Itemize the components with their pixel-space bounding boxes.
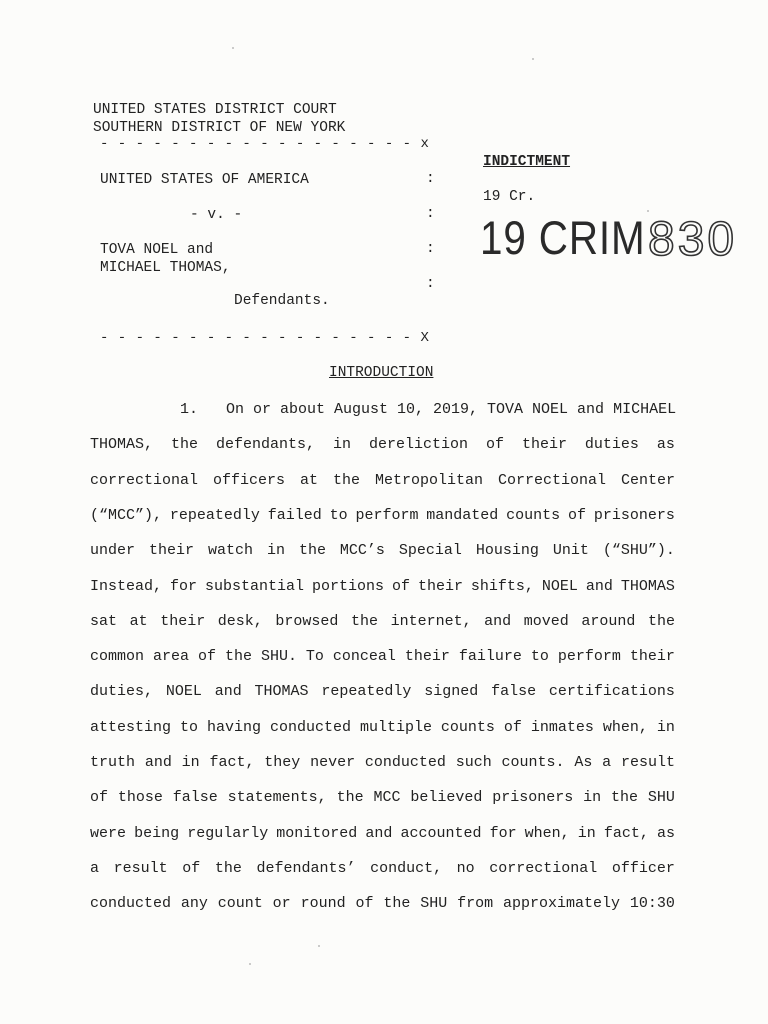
paragraph-word: Metropolitan (374, 471, 483, 489)
paragraph-word: false (491, 683, 537, 701)
paragraph-word: truth (90, 754, 136, 771)
paragraph-word: and (365, 824, 393, 842)
paragraph-word: THOMAS (254, 683, 309, 701)
paragraph-word: around (581, 612, 636, 630)
paragraph-word: 10:30 (629, 895, 675, 913)
paragraph-word: counts (506, 506, 561, 524)
paragraph-word: SHU (647, 789, 675, 807)
plaintiff-name: UNITED STATES OF AMERICA (100, 172, 309, 188)
paragraph-word: moved (523, 612, 569, 630)
paragraph-word: in (332, 436, 351, 454)
paragraph-word: failed (267, 506, 322, 524)
court-name-line2: SOUTHERN DISTRICT OF NEW YORK (93, 120, 346, 136)
paragraph-word: and (585, 577, 613, 595)
case-number-stamp-digits: 830 (648, 213, 738, 266)
paragraph-word: SHU. (260, 648, 297, 666)
paragraph-word: Special (398, 542, 462, 560)
paragraph-word: for (489, 824, 517, 842)
paragraph-word: of (568, 506, 587, 524)
paragraph-word: Housing (475, 542, 539, 560)
paragraph-word: for (169, 577, 197, 595)
paragraph-word: counts. (501, 754, 565, 771)
paragraph-word: conducted (364, 754, 446, 771)
caption-colon: : (426, 206, 435, 222)
paragraph-word: conducted (90, 895, 172, 913)
paragraph-line (90, 498, 675, 533)
paragraph-word: the (647, 612, 675, 630)
paragraph-word: in (266, 542, 285, 560)
paragraph-word: a (90, 859, 100, 877)
paragraph-line (90, 604, 675, 639)
paragraph-word: of (182, 859, 201, 877)
caption-colon: : (426, 276, 435, 292)
versus-line: - v. - (190, 207, 243, 223)
paragraph-number: 1. (180, 401, 199, 418)
defendant-name-1: TOVA NOEL and (100, 242, 214, 258)
paragraph-word: fact, (209, 754, 255, 771)
caption-bottom-dashes: - - - - - - - - - - - - - - - - - - X (100, 330, 430, 346)
paragraph-word: conducted (269, 718, 351, 736)
scan-speck (249, 963, 251, 965)
paragraph-word: To (305, 648, 324, 666)
paragraph-line (90, 710, 675, 745)
defendant-name-2: MICHAEL THOMAS, (100, 260, 231, 276)
paragraph-word: common (90, 648, 145, 666)
paragraph-word: such (455, 754, 492, 771)
paragraph-word: THOMAS (620, 577, 675, 595)
paragraph-word: (“MCC”), (90, 506, 163, 524)
paragraph-word: defendants, (215, 436, 315, 454)
paragraph-word: as (656, 436, 675, 454)
paragraph-word: the (383, 895, 411, 913)
paragraph-word: THOMAS, (90, 436, 154, 454)
paragraph-word: the (224, 648, 252, 666)
paragraph-line (90, 816, 675, 851)
paragraph-line (90, 851, 675, 886)
paragraph-word: as (656, 824, 675, 842)
paragraph-word: correctional (90, 471, 199, 489)
paragraph-word: NOEL (165, 683, 202, 701)
paragraph-word: Instead, (90, 577, 163, 595)
paragraph-word: any (180, 895, 208, 913)
paragraph-word: were (90, 824, 127, 842)
paragraph-word: perform (355, 506, 419, 524)
paragraph-word: or (272, 895, 291, 913)
paragraph-word: a (602, 754, 612, 771)
caption-colon: : (426, 241, 435, 257)
paragraph-line (90, 533, 675, 568)
paragraph-word: of (90, 789, 109, 807)
paragraph-word: correctional (489, 859, 598, 877)
paragraph-word: when, (524, 824, 570, 842)
paragraph-first-line: On or about August 10, 2019, TOVA NOEL and MICHAEL (226, 401, 677, 418)
paragraph-word: from (457, 895, 494, 913)
paragraph-word: of (503, 718, 522, 736)
paragraph-word: in (181, 754, 200, 771)
scan-speck (318, 945, 320, 947)
paragraph-word: they (264, 754, 301, 771)
paragraph-word: Unit (552, 542, 589, 560)
paragraph-word: prisoners (492, 789, 574, 807)
paragraph-word: and (214, 683, 242, 701)
paragraph-word: in (583, 789, 602, 807)
paragraph-word: statements, (227, 789, 327, 807)
paragraph-line (90, 780, 675, 815)
paragraph-line (90, 745, 675, 780)
defendants-label: Defendants. (234, 293, 330, 309)
paragraph-word: their (417, 577, 463, 595)
paragraph-word: repeatedly (169, 506, 260, 524)
paragraph-word: area (152, 648, 189, 666)
paragraph-word: those (117, 789, 163, 807)
paragraph-word: their (148, 542, 194, 560)
paragraph-word: in (656, 718, 675, 736)
paragraph-word: at (129, 612, 148, 630)
paragraph-word: result (113, 859, 168, 877)
paragraph-word: and (484, 612, 512, 630)
paragraph-word: of (485, 436, 504, 454)
paragraph-line (90, 639, 675, 674)
caption-colon: : (426, 171, 435, 187)
criminal-docket-label: 19 Cr. (483, 189, 536, 205)
paragraph-word: internet, (390, 612, 472, 630)
paragraph-word: accounted (400, 824, 482, 842)
paragraph-word: to (530, 648, 549, 666)
paragraph-word: under (90, 542, 136, 560)
paragraph-word: the (170, 436, 198, 454)
paragraph-word: result (620, 754, 675, 771)
paragraph-line (90, 463, 675, 498)
paragraph-word: their (629, 648, 675, 666)
paragraph-word: shifts, (470, 577, 534, 595)
paragraph-word: officer (611, 859, 675, 877)
paragraph-word: portions (311, 577, 384, 595)
paragraph-word: and (144, 754, 172, 771)
paragraph-word: (“SHU”). (602, 542, 675, 560)
paragraph-word: the (214, 859, 242, 877)
paragraph-word: watch (207, 542, 253, 560)
section-heading-introduction: INTRODUCTION (329, 365, 434, 381)
paragraph-word: defendants’ (256, 859, 356, 877)
paragraph-word: no (456, 859, 475, 877)
paragraph-word: inmates (530, 718, 594, 736)
paragraph-word: believed (410, 789, 483, 807)
paragraph-word: signed (424, 683, 479, 701)
paragraph-word: their (160, 612, 206, 630)
paragraph-word: of (391, 577, 410, 595)
paragraph-word: monitored (276, 824, 358, 842)
paragraph-word: As (574, 754, 593, 771)
paragraph-line (90, 427, 675, 462)
paragraph-word: conceal (332, 648, 396, 666)
paragraph-word: to (329, 506, 348, 524)
paragraph-word: MCC’s (339, 542, 385, 560)
paragraph-word: never (310, 754, 356, 771)
paragraph-word: round (300, 895, 346, 913)
paragraph-word: fact, (603, 824, 649, 842)
paragraph-word: Correctional (497, 471, 606, 489)
paragraph-word: when, (602, 718, 648, 736)
paragraph-word: being (134, 824, 180, 842)
paragraph-word: duties, (90, 683, 154, 701)
paragraph-word: perform (557, 648, 621, 666)
paragraph-word: multiple (359, 718, 432, 736)
paragraph-line (90, 569, 675, 604)
paragraph-word: Center (620, 471, 675, 489)
court-name-line1: UNITED STATES DISTRICT COURT (93, 102, 337, 118)
paragraph-word: prisoners (593, 506, 675, 524)
paragraph-word: to (179, 718, 198, 736)
scan-speck (232, 47, 234, 49)
paragraph-word: the (336, 789, 364, 807)
paragraph-word: dereliction (368, 436, 468, 454)
paragraph-word: desk, (217, 612, 263, 630)
paragraph-word: repeatedly (321, 683, 412, 701)
paragraph-word: MCC (373, 789, 401, 807)
case-number-stamp: 19 CRIM (480, 211, 646, 264)
scan-speck (532, 58, 534, 60)
indictment-heading: INDICTMENT (483, 154, 571, 170)
paragraph-word: conduct, (370, 859, 443, 877)
paragraph-word: SHU (420, 895, 448, 913)
paragraph-word: attesting (90, 718, 172, 736)
paragraph-word: duties (584, 436, 639, 454)
paragraph-word: failure (458, 648, 522, 666)
caption-top-dashes: - - - - - - - - - - - - - - - - - - x (100, 136, 430, 152)
paragraph-word: count (217, 895, 263, 913)
paragraph-word: mandated (426, 506, 499, 524)
paragraph-word: at (299, 471, 318, 489)
paragraph-line (90, 886, 675, 921)
paragraph-word: their (521, 436, 567, 454)
paragraph-word: having (206, 718, 261, 736)
paragraph-word: browsed (275, 612, 339, 630)
paragraph-word: substantial (204, 577, 304, 595)
scan-speck (647, 210, 649, 212)
paragraph-word: NOEL (541, 577, 578, 595)
paragraph-word: the (350, 612, 378, 630)
paragraph-word: false (172, 789, 218, 807)
paragraph-word: officers (213, 471, 286, 489)
paragraph-word: in (577, 824, 596, 842)
paragraph-word: of (355, 895, 374, 913)
paragraph-word: certifications (548, 683, 675, 701)
paragraph-word: the (611, 789, 639, 807)
paragraph-word: sat (90, 612, 118, 630)
paragraph-word: approximately (503, 895, 621, 913)
paragraph-word: of (197, 648, 216, 666)
paragraph-line (90, 674, 675, 709)
paragraph-word: the (332, 471, 360, 489)
paragraph-word: counts (440, 718, 495, 736)
paragraph-word: the (298, 542, 326, 560)
paragraph-word: their (404, 648, 450, 666)
paragraph-word: regularly (187, 824, 269, 842)
